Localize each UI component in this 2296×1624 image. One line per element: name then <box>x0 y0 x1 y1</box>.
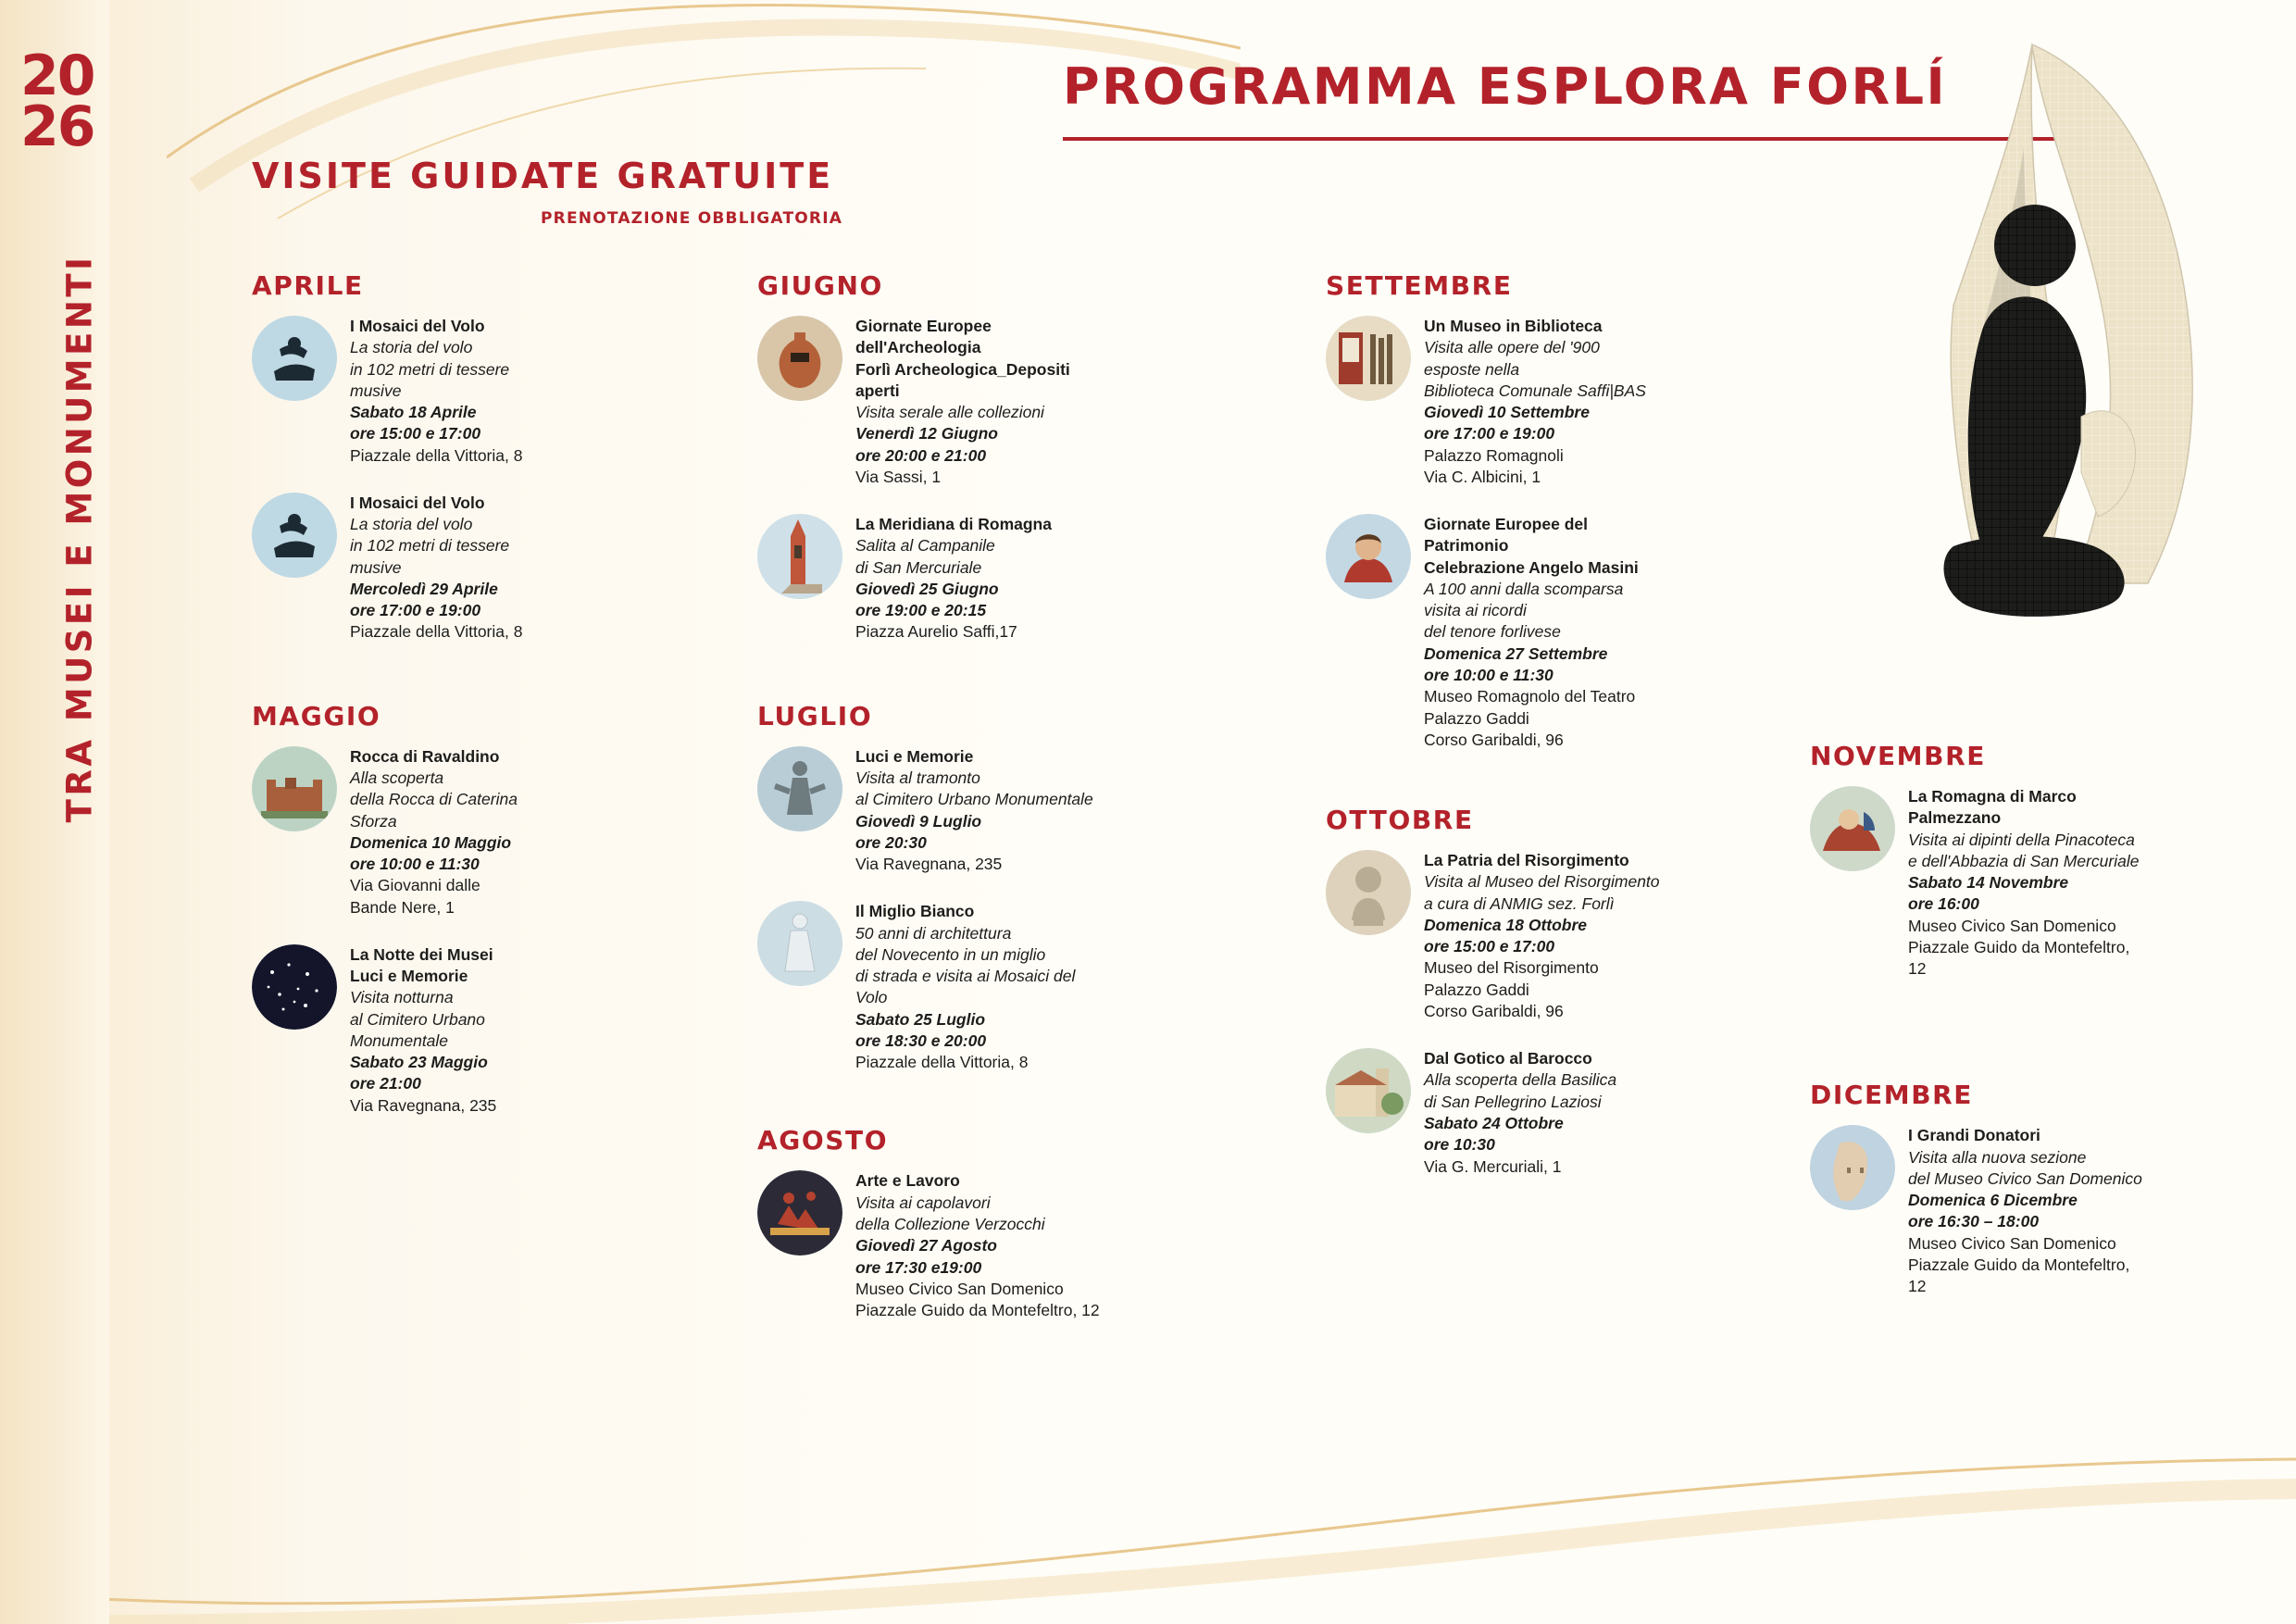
mosaic-flight-icon <box>252 493 337 578</box>
event-date: Sabato 24 Ottobre <box>1424 1113 1564 1132</box>
month-heading: LUGLIO <box>757 700 873 731</box>
event-place-line: Museo Civico San Domenico <box>1908 916 2116 935</box>
mosaic-flight-icon <box>252 316 337 401</box>
event-place-line: Piazza Aurelio Saffi,17 <box>855 622 1017 642</box>
event-item[interactable] <box>757 512 1109 643</box>
event-text <box>1424 512 1668 751</box>
event-text <box>855 744 1093 876</box>
event-time: ore 17:30 e19:00 <box>855 1257 982 1277</box>
event-subtitle: Luci e Memorie <box>350 967 468 986</box>
year-bottom: 26 <box>20 94 94 160</box>
library-icon <box>1326 316 1411 401</box>
event-desc-line: a cura di ANMIG sez. Forlì <box>1424 893 1615 913</box>
event-desc-line: del Museo Civico San Domenico <box>1908 1168 2142 1188</box>
event-item[interactable] <box>757 744 1109 876</box>
event-time: ore 16:00 <box>1908 894 1979 914</box>
event-subtitle: Forlì Archeologica_Depositi aperti <box>855 359 1070 400</box>
event-desc-line: Alla scoperta della Basilica <box>1424 1070 1617 1090</box>
column-2 <box>757 270 1109 1345</box>
month-block <box>757 1125 1109 1321</box>
month-block <box>252 701 530 1117</box>
event-date: Sabato 23 Maggio <box>350 1053 488 1072</box>
event-desc-line: di San Mercuriale <box>855 557 982 577</box>
event-time: ore 10:00 e 11:30 <box>350 855 480 874</box>
event-item[interactable] <box>757 899 1109 1073</box>
column-1 <box>252 270 530 1141</box>
event-item[interactable] <box>1326 314 1668 488</box>
event-text <box>350 744 530 918</box>
event-item[interactable] <box>757 314 1109 488</box>
page-title: PROGRAMMA ESPLORA FORLÍ <box>1063 57 1948 116</box>
event-time: ore 17:00 e 19:00 <box>350 601 481 620</box>
event-desc-line: La storia del volo <box>350 515 473 534</box>
event-date: Domenica 18 Ottobre <box>1424 915 1588 934</box>
event-desc-line: al Cimitero Urbano Monumentale <box>855 790 1093 809</box>
event-desc-line: del Novecento in un miglio <box>855 944 1046 964</box>
event-title: I Mosaici del Volo <box>350 493 485 512</box>
event-desc-line: in 102 metri di tessere musive <box>350 359 510 400</box>
event-date: Giovedì 25 Giugno <box>855 579 999 598</box>
event-date: Sabato 14 Novembre <box>1908 873 2069 893</box>
event-place-line: Museo Civico San Domenico <box>1908 1233 2116 1253</box>
event-title: Un Museo in Biblioteca <box>1424 317 1603 335</box>
event-text <box>1908 1123 2143 1297</box>
event-date: Mercoledì 29 Aprile <box>350 579 498 598</box>
month-heading: GIUGNO <box>757 270 883 301</box>
month-heading: APRILE <box>252 270 364 301</box>
event-place-line: Via C. Albicini, 1 <box>1424 467 1541 486</box>
column-4 <box>1810 741 2143 1322</box>
amphora-icon <box>757 316 842 401</box>
event-item[interactable] <box>1810 784 2143 980</box>
event-time: ore 10:00 e 11:30 <box>1424 665 1554 684</box>
event-text <box>1424 848 1660 1022</box>
column-3 <box>1326 270 1668 1202</box>
event-desc-line: Visita alla nuova sezione <box>1908 1147 2087 1167</box>
event-time: ore 15:00 e 17:00 <box>350 424 481 443</box>
event-desc-line: al Cimitero Urbano Monumentale <box>350 1009 485 1050</box>
month-block <box>1810 741 2143 980</box>
month-heading: AGOSTO <box>757 1125 889 1156</box>
event-desc-line: Visita al tramonto <box>855 768 980 787</box>
event-desc-line: della Rocca di Caterina Sforza <box>350 790 518 831</box>
event-title: La Romagna di Marco Palmezzano <box>1908 787 2077 828</box>
month-block <box>1326 270 1668 751</box>
event-item[interactable] <box>757 1168 1109 1321</box>
event-date: Giovedì 10 Settembre <box>1424 403 1590 422</box>
painting-workers-icon <box>757 1170 842 1255</box>
event-time: ore 21:00 <box>350 1074 421 1093</box>
event-place-line: Via Giovanni dalle Bande Nere, 1 <box>350 876 480 917</box>
event-title: I Grandi Donatori <box>1908 1126 2040 1145</box>
event-place-line: Piazzale della Vittoria, 8 <box>350 445 523 465</box>
event-desc-line: Visita serale alle collezioni <box>855 403 1044 422</box>
event-place-line: Via Ravegnana, 235 <box>350 1095 497 1115</box>
portrait-tenor-icon <box>1326 514 1411 599</box>
event-text <box>350 314 530 467</box>
sculpture-head-icon <box>1810 1125 1895 1210</box>
painting-palmezzano-icon <box>1810 786 1895 871</box>
month-block <box>757 270 1109 643</box>
vertical-section-title: TRA MUSEI E MONUMENTI <box>59 254 100 823</box>
bust-icon <box>1326 850 1411 935</box>
event-place-line: Via G. Mercuriali, 1 <box>1424 1156 1562 1176</box>
event-desc-line: La storia del volo <box>350 338 473 357</box>
month-block <box>252 270 530 643</box>
event-place-line: Piazzale della Vittoria, 8 <box>855 1053 1029 1072</box>
event-date: Sabato 18 Aprile <box>350 403 477 422</box>
event-desc-line: A 100 anni dalla scomparsa <box>1424 579 1624 598</box>
event-item[interactable] <box>252 744 530 918</box>
event-item[interactable] <box>1326 1046 1668 1178</box>
event-time: ore 20:30 <box>855 832 927 852</box>
subsection-title: VISITE GUIDATE GRATUITE <box>252 156 834 196</box>
event-time: ore 17:00 e 19:00 <box>1424 424 1555 443</box>
event-time: ore 10:30 <box>1424 1135 1495 1155</box>
event-desc-line: esposte nella <box>1424 359 1520 379</box>
event-title: Rocca di Ravaldino <box>350 746 500 766</box>
white-statue-icon <box>757 901 842 986</box>
statue-angel-icon <box>757 746 842 831</box>
event-title: La Meridiana di Romagna <box>855 515 1052 534</box>
event-desc-line: in 102 metri di tessere musive <box>350 536 510 577</box>
night-sky-icon <box>252 944 337 1030</box>
event-text <box>1908 784 2143 980</box>
event-text <box>1424 314 1646 488</box>
event-title: Luci e Memorie <box>855 746 974 766</box>
event-title: Giornate Europee del Patrimonio <box>1424 515 1588 556</box>
event-place-line: Piazzale Guido da Montefeltro, 12 <box>1908 937 2130 979</box>
event-title: La Patria del Risorgimento <box>1424 851 1629 870</box>
event-date: Domenica 6 Dicembre <box>1908 1191 2078 1210</box>
event-time: ore 19:00 e 20:15 <box>855 601 987 620</box>
event-place-line: Palazzo Gaddi <box>1424 980 1529 999</box>
event-item[interactable] <box>252 943 530 1117</box>
event-title: Giornate Europee dell'Archeologia <box>855 317 992 357</box>
decorative-swoosh-bottom <box>0 1454 2296 1624</box>
month-heading: DICEMBRE <box>1810 1080 1974 1111</box>
event-date: Sabato 25 Luglio <box>855 1009 986 1029</box>
event-place-line: Corso Garibaldi, 96 <box>1424 730 1564 749</box>
event-desc-line: di San Pellegrino Laziosi <box>1424 1092 1602 1111</box>
event-desc-line: Visita al Museo del Risorgimento <box>1424 872 1660 892</box>
subsection-note: PRENOTAZIONE OBBLIGATORIA <box>541 209 843 228</box>
month-heading: SETTEMBRE <box>1326 270 1513 301</box>
event-place-line: Piazzale Guido da Montefeltro, 12 <box>855 1301 1100 1320</box>
month-block <box>1326 805 1668 1178</box>
event-item[interactable] <box>1326 848 1668 1022</box>
event-item[interactable] <box>252 491 530 643</box>
event-title: La Notte dei Musei <box>350 944 493 964</box>
event-title: Dal Gotico al Barocco <box>1424 1049 1592 1068</box>
event-desc-line: e dell'Abbazia di San Mercuriale <box>1908 851 2140 870</box>
month-heading: MAGGIO <box>252 700 381 731</box>
basilica-icon <box>1326 1048 1411 1133</box>
event-desc-line: della Collezione Verzocchi <box>855 1214 1045 1233</box>
event-time: ore 20:00 e 21:00 <box>855 445 987 465</box>
year-top: 20 <box>20 44 94 108</box>
event-text <box>855 899 1109 1073</box>
event-text <box>350 491 530 643</box>
event-place-line: Palazzo Romagnoli <box>1424 445 1564 465</box>
event-desc-line: del tenore forlivese <box>1424 622 1561 642</box>
event-desc-line: Visita ai dipinti della Pinacoteca <box>1908 830 2135 849</box>
event-place-line: Palazzo Gaddi <box>1424 708 1529 728</box>
mosaic-angel-illustration <box>1842 28 2240 704</box>
event-time: ore 15:00 e 17:00 <box>1424 937 1555 956</box>
year-label <box>20 44 94 160</box>
event-time: ore 16:30 – 18:00 <box>1908 1212 2040 1231</box>
event-title: Arte e Lavoro <box>855 1171 960 1191</box>
event-date: Giovedì 27 Agosto <box>855 1236 997 1255</box>
event-desc-line: Visita ai capolavori <box>855 1193 991 1212</box>
event-text <box>855 1168 1100 1321</box>
event-date: Giovedì 9 Luglio <box>855 811 982 831</box>
event-desc-line: Salita al Campanile <box>855 536 995 556</box>
event-place-line: Via Ravegnana, 235 <box>855 855 1003 874</box>
event-place-line: Museo Romagnolo del Teatro <box>1424 687 1636 706</box>
event-item[interactable] <box>1810 1123 2143 1297</box>
event-date: Domenica 27 Settembre <box>1424 643 1608 663</box>
fortress-icon <box>252 746 337 831</box>
event-title: I Mosaici del Volo <box>350 317 485 335</box>
event-place-line: Via Sassi, 1 <box>855 467 942 486</box>
event-desc-line: di strada e visita ai Mosaici del Volo <box>855 967 1076 1007</box>
month-heading: NOVEMBRE <box>1810 741 1986 771</box>
event-desc-line: visita ai ricordi <box>1424 601 1527 620</box>
event-text <box>855 314 1109 488</box>
event-item[interactable] <box>252 314 530 467</box>
event-desc-line: Visita alle opere del '900 <box>1424 338 1600 357</box>
event-text <box>1424 1046 1616 1178</box>
event-item[interactable] <box>1326 512 1668 751</box>
event-place-line: Museo Civico San Domenico <box>855 1279 1064 1298</box>
event-desc-line: Visita notturna <box>350 988 454 1007</box>
event-title: Il Miglio Bianco <box>855 902 975 921</box>
event-desc-line: Alla scoperta <box>350 768 444 787</box>
event-time: ore 18:30 e 20:00 <box>855 1031 987 1050</box>
event-subtitle: Celebrazione Angelo Masini <box>1424 557 1639 577</box>
month-heading: OTTOBRE <box>1326 805 1474 836</box>
month-block <box>1810 1080 2143 1297</box>
event-desc-line: Biblioteca Comunale Saffi|BAS <box>1424 381 1646 400</box>
month-block <box>757 701 1109 1074</box>
event-text <box>350 943 530 1117</box>
event-date: Domenica 10 Maggio <box>350 832 512 852</box>
bell-tower-icon <box>757 514 842 599</box>
event-desc-line: 50 anni di architettura <box>855 923 1012 943</box>
event-place-line: Corso Garibaldi, 96 <box>1424 1001 1564 1020</box>
event-place-line: Museo del Risorgimento <box>1424 958 1599 978</box>
event-place-line: Piazzale Guido da Montefeltro, 12 <box>1908 1255 2130 1296</box>
event-place-line: Piazzale della Vittoria, 8 <box>350 622 523 642</box>
event-date: Venerdì 12 Giugno <box>855 424 998 443</box>
event-text <box>855 512 1052 643</box>
